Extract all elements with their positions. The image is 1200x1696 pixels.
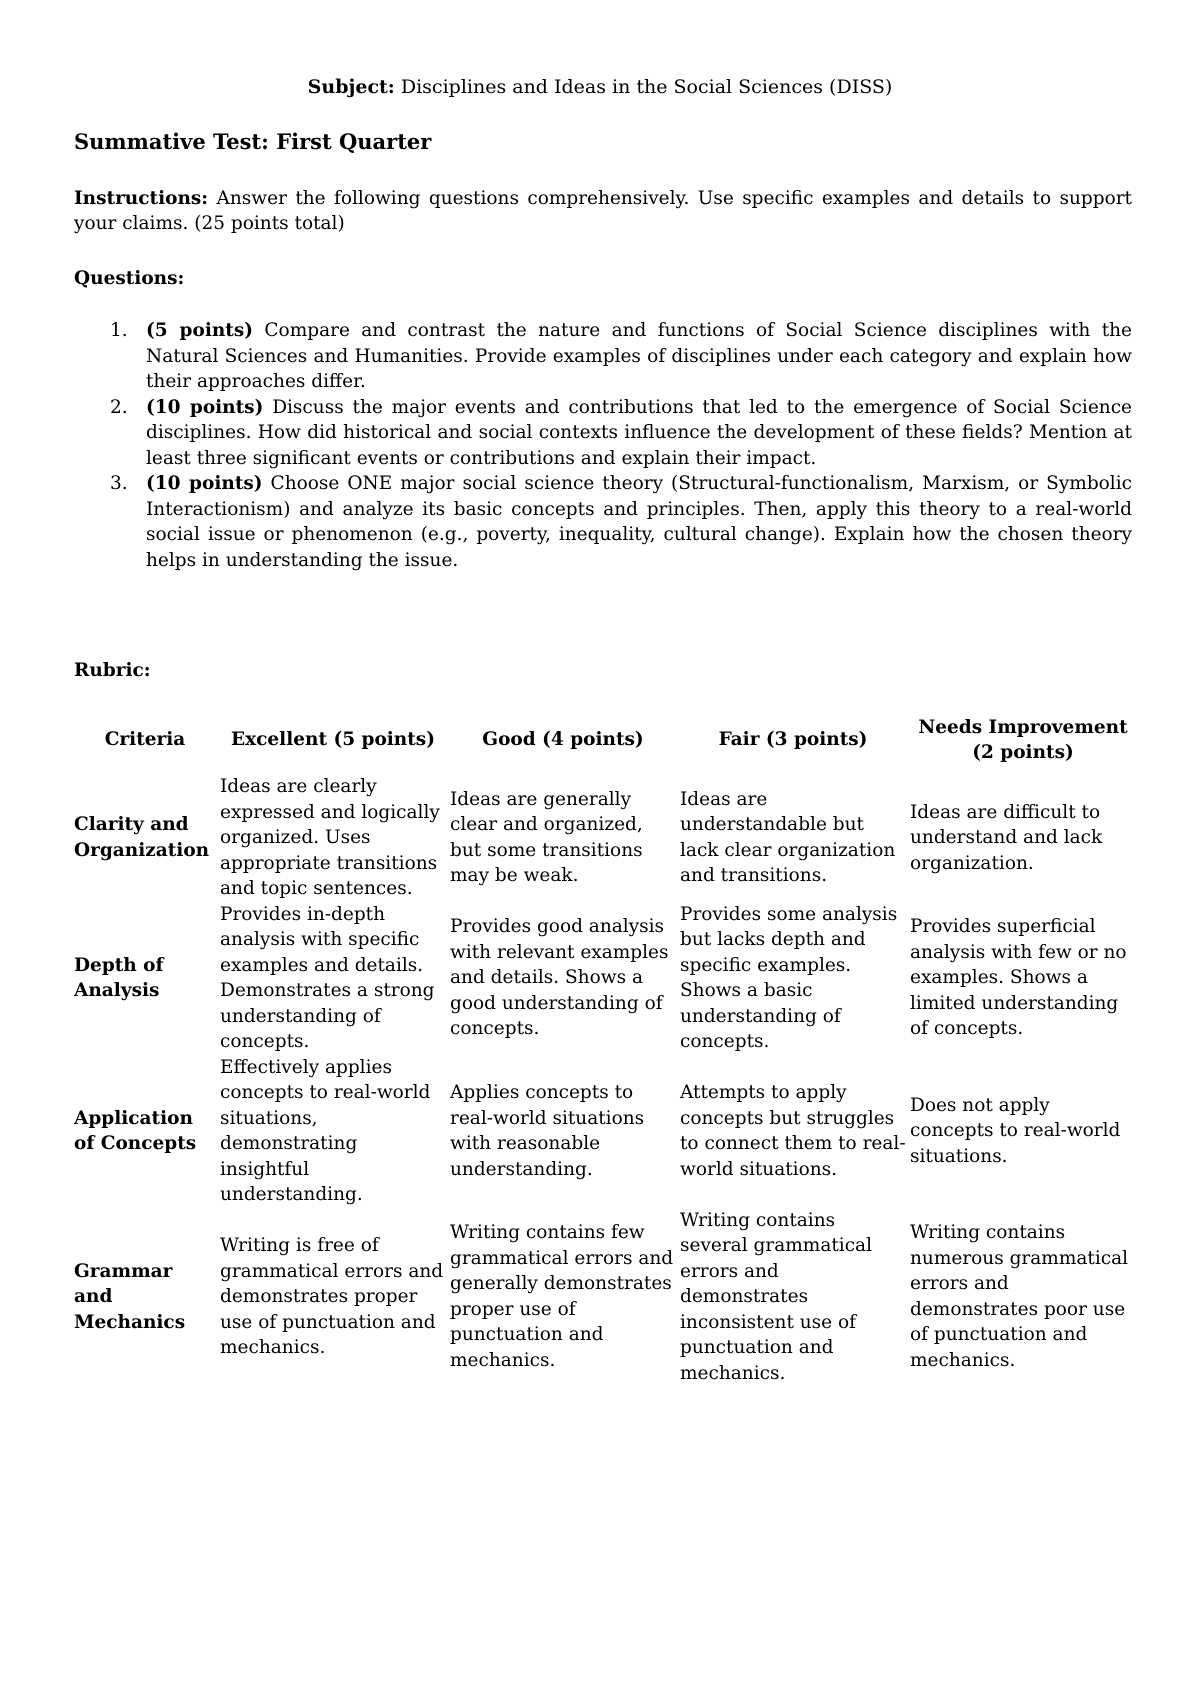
questions-heading: Questions:: [74, 268, 185, 289]
question-1: [74, 318, 1132, 395]
table-row: [72, 774, 1138, 902]
question-text: Compare and contrast the nature and functions of Social Science disciplines with the Natural Sciences and Humanities. Provide examples of disciplines under each category and explain how their approaches differ.: [146, 320, 1132, 392]
table-row: [72, 902, 1138, 1055]
instructions-text: Answer the following questions comprehensively. Use specific examples and details to support your claims. (25 points total): [74, 188, 1132, 234]
criteria-cell: Application of Concepts: [74, 1107, 197, 1154]
excellent-cell: Writing is free of grammatical errors and demonstrates proper use of punctuation and mechanics.: [220, 1235, 444, 1358]
excellent-cell: Ideas are clearly expressed and logically organized. Uses appropriate transitions and topic sentences.: [220, 776, 440, 899]
fair-cell: Ideas are understandable but lack clear organization and transitions.: [680, 788, 896, 887]
table-row: [72, 1055, 1138, 1208]
question-number: 1.: [110, 320, 128, 341]
question-3: [74, 471, 1132, 573]
question-points: (10 points): [146, 396, 264, 418]
good-cell: Applies concepts to real-world situations with reasonable understanding.: [450, 1082, 645, 1180]
needs-improvement-cell: Does not apply concepts to real-world situations.: [910, 1094, 1121, 1167]
criteria-cell: Depth of Analysis: [74, 954, 164, 1001]
fair-cell: Writing contains several grammatical errors and demonstrates inconsistent use of punctuation and mechanics.: [680, 1209, 873, 1384]
excellent-cell: Provides in-depth analysis with specific examples and details. Demonstrates a strong understanding of concepts.: [220, 903, 435, 1052]
header-criteria: Criteria: [104, 729, 186, 751]
fair-cell: Provides some analysis but lacks depth and specific examples. Shows a basic understanding of concepts.: [680, 903, 898, 1052]
good-cell: Writing contains few grammatical errors and generally demonstrates proper use of punctuation and mechanics.: [450, 1222, 674, 1371]
needs-improvement-cell: Ideas are difficult to understand and lack organization.: [910, 801, 1103, 874]
question-points: (5 points): [146, 320, 254, 341]
good-cell: Provides good analysis with relevant examples and details. Shows a good understanding of concepts.: [450, 916, 669, 1040]
rubric-table: [72, 706, 1138, 1386]
needs-improvement-cell: Writing contains numerous grammatical errors and demonstrates poor use of punctuation and mechanics.: [910, 1222, 1129, 1371]
fair-cell: Attempts to apply concepts but struggles to connect them to real-world situations.: [680, 1082, 906, 1180]
criteria-cell: Clarity and Organization: [74, 814, 210, 861]
instructions-label: Instructions:: [74, 188, 209, 209]
header-fair: Fair (3 points): [718, 729, 868, 751]
question-list: [74, 318, 1132, 573]
criteria-cell: Grammar and Mechanics: [74, 1260, 186, 1333]
header-needs-improvement: Needs Improvement (2 points): [918, 716, 1128, 763]
question-text: Choose ONE major social science theory (Structural-functionalism, Marxism, or Symbolic Interactionism) and analyze its basic concepts and principles. Then, apply this theory to a real-world social issue or phenomenon (e.g., poverty, inequality, cultural change). Explain how the chosen theory helps in understanding the issue.: [146, 473, 1133, 571]
subject-line: [0, 74, 1200, 100]
excellent-cell: Effectively applies concepts to real-world situations, demonstrating insightful understanding.: [220, 1056, 431, 1205]
header-good: Good (4 points): [482, 729, 644, 751]
rubric-header-row: [72, 706, 1138, 774]
subject-text: Disciplines and Ideas in the Social Sciences (DISS): [400, 76, 893, 98]
question-points: (10 points): [146, 473, 263, 494]
instructions: [74, 186, 1132, 236]
question-number: 2.: [110, 396, 128, 418]
table-row: [72, 1208, 1138, 1387]
header-excellent: Excellent (5 points): [231, 729, 435, 751]
question-number: 3.: [110, 473, 128, 494]
rubric-heading: Rubric:: [74, 660, 151, 681]
question-2: [74, 395, 1132, 472]
page-title: Summative Test: First Quarter: [74, 129, 432, 154]
good-cell: Ideas are generally clear and organized, but some transitions may be weak.: [450, 788, 643, 887]
needs-improvement-cell: Provides superficial analysis with few or no examples. Shows a limited understanding of concepts.: [910, 916, 1127, 1040]
question-text: Discuss the major events and contributions that led to the emergence of Social Science disciplines. How did historical and social contexts influence the development of these fields? Mention at least three significant events or contributions and explain their impact.: [146, 396, 1133, 469]
subject-label: Subject:: [307, 76, 395, 98]
